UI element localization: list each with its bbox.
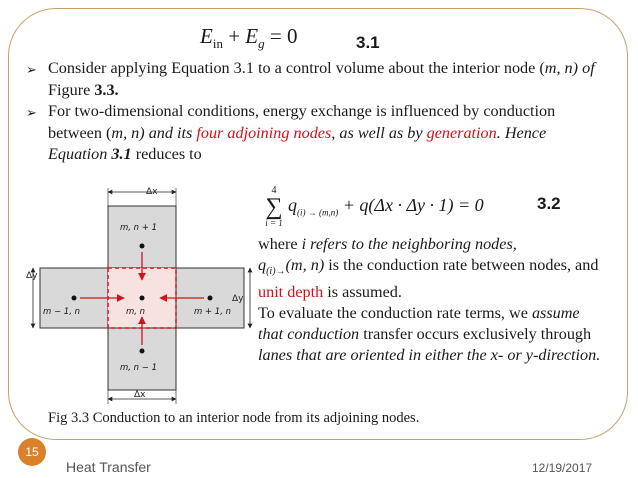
dx-bottom-label: Δx	[134, 390, 146, 400]
equation-3-1: $E_{in} + E_g = 0$	[200, 24, 298, 52]
node-label-center: m, n	[126, 307, 146, 317]
equation-number-3-1: 3.1	[356, 33, 380, 52]
node-dot-left	[72, 296, 77, 301]
dy-left-label: Δy	[26, 271, 38, 281]
paragraph-2: To evaluate the conduction rate terms, we assume that conduction transfer occurs exclusively through lanes that are oriented in either the x- or y-direction.	[258, 304, 601, 365]
node-label-top: m, n + 1	[120, 223, 158, 233]
figure-caption: Fig 3.3 Conduction to an interior node from its adjoining nodes.	[48, 410, 420, 426]
bullet-list	[26, 58, 606, 166]
summation: 4 ∑ i = 1	[265, 185, 283, 228]
node-dot-center	[140, 296, 145, 301]
equation-3-2	[262, 186, 522, 232]
equation-number-3-2: 3.2	[537, 194, 561, 213]
arrow-bullet-icon: ➢	[26, 106, 37, 121]
explanation-text	[258, 234, 603, 366]
node-dot-right	[208, 296, 213, 301]
node-label-right: m + 1, n	[194, 307, 232, 317]
node-label-left: m − 1, n	[43, 307, 81, 317]
node-label-bottom: m, n − 1	[120, 363, 158, 373]
bullet-item-2	[26, 101, 606, 166]
dy-right-label: Δy	[232, 294, 244, 304]
arrow-bullet-icon: ➢	[26, 63, 37, 78]
page-number-badge: 15	[18, 438, 46, 466]
bullet-item-1	[26, 58, 606, 101]
paragraph-1: where i refers to the neighboring nodes, $q_{(i)\to}(m$, n) is the conduction rate between nodes, and unit depth is assumed.	[258, 235, 599, 302]
footer-title: Heat Transfer	[66, 459, 151, 475]
equation-3-2-body: $q_{(i) \to (m,n)} + q(\Delta x \cdot \Delta y \cdot 1) = 0$	[288, 195, 484, 218]
footer-date: 12/19/2017	[532, 461, 593, 475]
node-dot-top	[140, 244, 145, 249]
figure-3-3	[28, 180, 254, 408]
dx-top-label: Δx	[146, 187, 158, 197]
bullet-text-1: Consider applying Equation 3.1 to a control volume about the interior node (m, n) of Figure 3.3.	[48, 59, 595, 99]
node-dot-bottom	[140, 349, 145, 354]
bullet-text-2: For two-dimensional conditions, energy exchange is influenced by conduction between (m, n) and its four adjoining nodes, as well as by generation. Hence Equation 3.1 reduces to	[48, 102, 556, 163]
